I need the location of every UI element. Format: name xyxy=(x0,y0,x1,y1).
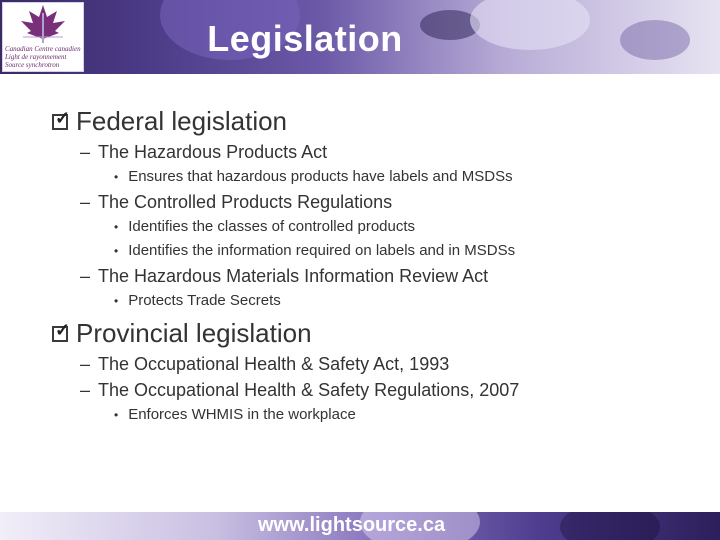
sub-bullet: • Enforces WHMIS in the workplace xyxy=(114,406,356,423)
header-banner xyxy=(0,0,720,74)
sub-bullet-text: Identifies the information required on labels and in MSDSs xyxy=(128,242,516,259)
section-heading-text: Provincial legislation xyxy=(76,318,312,348)
section-heading xyxy=(52,318,312,349)
checkbox-icon: ✓ xyxy=(52,326,68,342)
sub-bullet-text: Enforces WHMIS in the workplace xyxy=(128,406,356,423)
list-item: – The Controlled Products Regulations xyxy=(80,192,393,212)
sub-bullet: • Ensures that hazardous products have labels and MSDSs xyxy=(114,168,513,185)
list-item: – The Hazardous Materials Information Review Act xyxy=(80,266,489,286)
sub-bullet: • Identifies the classes of controlled products xyxy=(114,218,416,235)
footer-banner xyxy=(0,512,720,540)
header-divider xyxy=(0,74,720,77)
list-item: – The Hazardous Products Act xyxy=(80,142,328,162)
decorative-swirl xyxy=(620,20,690,60)
list-item-text: The Controlled Products Regulations xyxy=(98,192,393,212)
list-item-text: The Hazardous Products Act xyxy=(98,142,328,162)
footer-url[interactable]: www.lightsource.ca xyxy=(258,514,446,536)
checkbox-icon: ✓ xyxy=(52,114,68,130)
page-title: Legislation xyxy=(207,18,403,59)
section-heading xyxy=(52,106,287,137)
sub-bullet: • Protects Trade Secrets xyxy=(114,292,281,309)
logo-text-line: Light de rayonnement xyxy=(5,53,67,61)
list-item-text: The Occupational Health & Safety Act, 1993 xyxy=(98,354,450,374)
list-item: – The Occupational Health & Safety Regulations, 2007 xyxy=(80,380,520,400)
logo-text-line: Canadian Centre canadien xyxy=(5,45,81,53)
list-item-text: The Hazardous Materials Information Review Act xyxy=(98,266,489,286)
sub-bullet-text: Identifies the classes of controlled products xyxy=(128,218,416,235)
sub-bullet: • Identifies the information required on labels and in MSDSs xyxy=(114,242,516,259)
list-item: – The Occupational Health & Safety Act, 1993 xyxy=(80,354,450,374)
decorative-swirl xyxy=(560,512,660,540)
section-heading-text: Federal legislation xyxy=(76,106,288,136)
list-item-text: The Occupational Health & Safety Regulations, 2007 xyxy=(98,380,520,400)
sub-bullet-text: Protects Trade Secrets xyxy=(128,292,281,309)
sub-bullet-text: Ensures that hazardous products have labels and MSDSs xyxy=(128,168,513,185)
logo-text-line: Source synchrotron xyxy=(5,61,60,69)
